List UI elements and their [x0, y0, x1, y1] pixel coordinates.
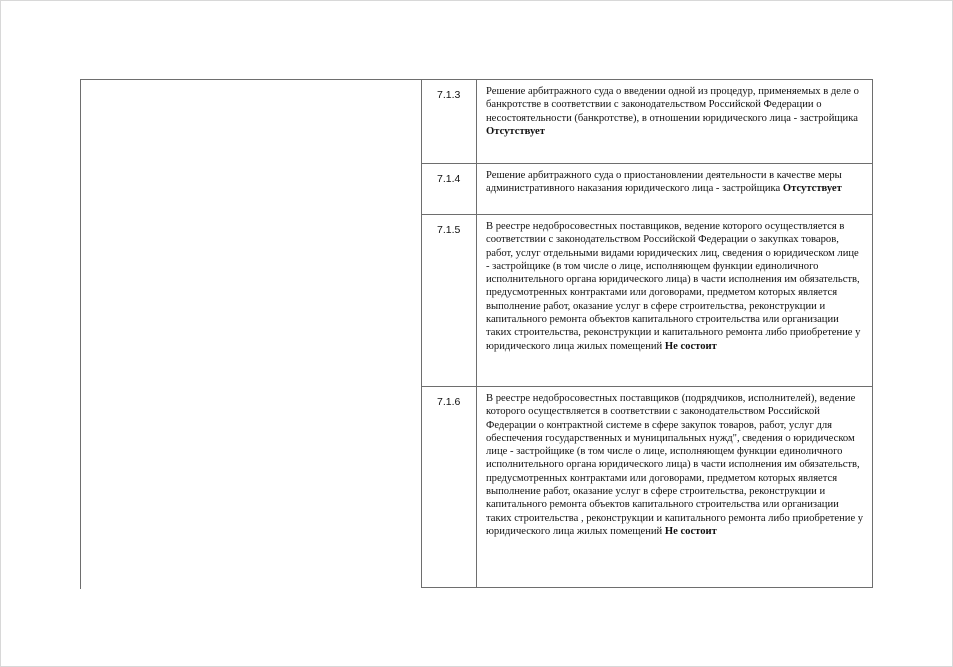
- row-text-cell: [486, 169, 864, 196]
- table-left-column: [80, 79, 422, 589]
- row-status: Отсутствует: [486, 125, 545, 137]
- table-row: [421, 386, 873, 588]
- row-description: Решение арбитражного суда о приостановлении деятельности в качестве меры административного наказания юридического лица - застройщика: [486, 170, 842, 195]
- row-number: 7.1.4: [422, 164, 477, 214]
- row-status: Отсутствует: [782, 183, 842, 195]
- row-status: Не состоит: [664, 340, 717, 352]
- row-number: 7.1.6: [422, 387, 477, 587]
- table-row: [421, 214, 873, 386]
- row-status: Не состоит: [664, 525, 717, 537]
- table-row: [421, 79, 873, 163]
- table-row: [421, 163, 873, 214]
- row-number: 7.1.5: [422, 215, 477, 386]
- row-description: В реестре недобросовестных поставщиков (подрядчиков, исполнителей), ведение которого осуществляется в соответствии с законодательством Российской Федерации о контрактной системе в сфере закупок товаров, работ, услуг для обеспечения государственных и муниципальных нужд", сведения о юридическом лице - застройщике (в том числе о лице, исполняющем функции единоличного исполнительного органа юридического лица) в части исполнения им обязательств, предусмотренных контрактами или договорами, предметом которых является выполнение работ, оказание услуг в сфере строительства, реконструкции и капитального ремонта объектов капитального строительства или организации таких строительства , реконструкции и капитального ремонта либо приобретение у юридического лица жилых помещений: [486, 393, 864, 537]
- row-text-cell: [486, 85, 864, 138]
- row-text-cell: [486, 220, 864, 353]
- row-description: В реестре недобросовестных поставщиков, ведение которого осуществляется в соответствии с законодательством Российской Федерации о закупках товаров, работ, услуг отдельными видами юридических лиц, сведения о юридическом лице - застройщике (в том числе о лице, исполняющем функции единоличного исполнительного органа юридического лица) в части исполнения им обязательств, предусмотренных контрактами или договорами, предметом которых является выполнение работ, оказание услуг в сфере строительства, реконструкции и капитального ремонта объектов капитального строительства или организации таких строительства, реконструкции и капитального ремонта либо приобретение у юридического лица жилых помещений: [486, 221, 861, 352]
- row-number: 7.1.3: [422, 80, 477, 163]
- row-text-cell: [486, 392, 864, 538]
- row-description: Решение арбитражного суда о введении одной из процедур, применяемых в деле о банкротстве в соответствии с законодательством Российской Федерации о несостоятельности (банкротстве), в отношении юридического лица - застройщика: [486, 86, 859, 124]
- disclosure-table: [80, 79, 874, 588]
